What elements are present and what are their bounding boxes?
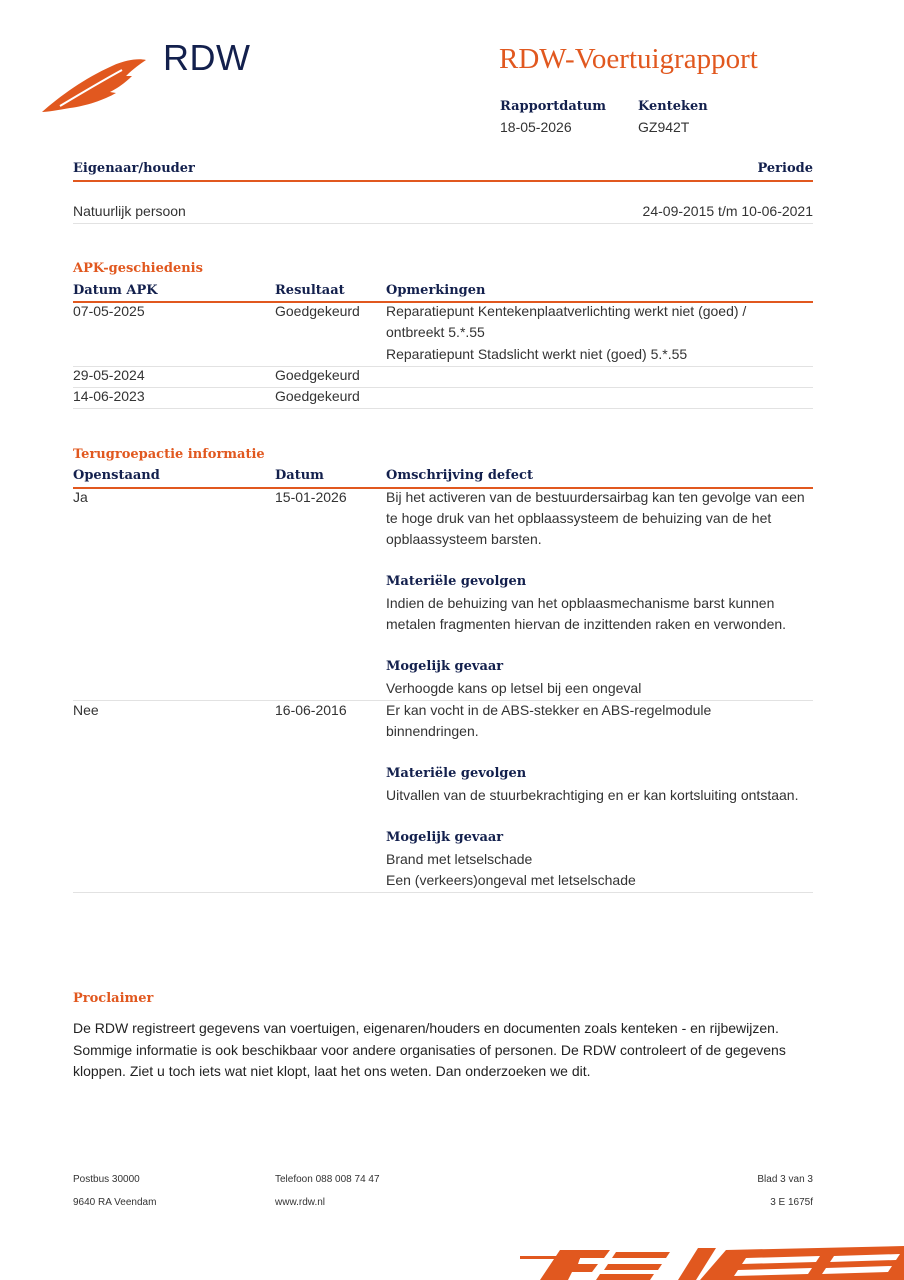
- recall-row-desc: binnendringen.: [386, 723, 479, 739]
- material-consequences-text: Uitvallen van de stuurbekrachtiging en er kan kortsluiting ontstaan.: [386, 787, 799, 803]
- owner-type: Natuurlijk persoon: [73, 203, 186, 219]
- material-consequences-label: Materiële gevolgen: [386, 574, 527, 589]
- footer-city: 9640 RA Veendam: [73, 1197, 157, 1208]
- recall-row-open: Nee: [73, 702, 99, 718]
- decorative-stripes-icon: [520, 1244, 904, 1280]
- proclaimer-title: Proclaimer: [73, 991, 154, 1006]
- apk-col-remarks: Opmerkingen: [386, 283, 486, 298]
- apk-row-result: Goedgekeurd: [275, 303, 360, 319]
- recall-col-desc: Omschrijving defect: [386, 468, 533, 483]
- apk-row-remark: ontbreekt 5.*.55: [386, 324, 485, 340]
- apk-row-date: 29-05-2024: [73, 367, 145, 383]
- material-consequences-label: Materiële gevolgen: [386, 766, 527, 781]
- possible-danger-text: Brand met letselschade: [386, 851, 533, 867]
- recall-row-desc: opblaassysteem barsten.: [386, 531, 542, 547]
- apk-row-remark: Reparatiepunt Stadslicht werkt niet (goed) 5.*.55: [386, 346, 688, 362]
- footer-code: 3 E 1675f: [770, 1197, 813, 1208]
- apk-row-result: Goedgekeurd: [275, 388, 360, 404]
- proclaimer-text: kloppen. Ziet u toch iets wat niet klopt, laat het ons weten. Dan onderzoeken we dit.: [73, 1063, 591, 1079]
- apk-row-date: 14-06-2023: [73, 388, 145, 404]
- proclaimer-text: De RDW registreert gegevens van voertuigen, eigenaren/houders en documenten zoals kenteken - en rijbewijzen.: [73, 1020, 779, 1036]
- recall-col-date: Datum: [275, 468, 324, 483]
- possible-danger-label: Mogelijk gevaar: [386, 659, 504, 674]
- logo-text: RDW: [163, 37, 251, 78]
- material-consequences-text: Indien de behuizing van het opblaasmechanisme barst kunnen: [386, 595, 775, 611]
- recall-title: Terugroepactie informatie: [73, 447, 265, 462]
- material-consequences-text: metalen fragmenten hiervan de inzittenden raken en verwonden.: [386, 616, 787, 632]
- rdw-logo-icon: [40, 56, 150, 116]
- apk-title: APK-geschiedenis: [73, 261, 203, 276]
- recall-row-desc: Er kan vocht in de ABS-stekker en ABS-regelmodule: [386, 702, 712, 718]
- recall-row-date: 16-06-2016: [275, 702, 347, 718]
- footer-page: Blad 3 van 3: [757, 1174, 813, 1185]
- possible-danger-label: Mogelijk gevaar: [386, 830, 504, 845]
- apk-row-divider: [73, 387, 813, 388]
- footer-postbus: Postbus 30000: [73, 1174, 140, 1185]
- apk-row-divider: [73, 408, 813, 409]
- report-date-value: 18-05-2026: [500, 119, 572, 135]
- proclaimer-text: Sommige informatie is ook beschikbaar voor andere organisaties of personen. De RDW controleert of de gegevens: [73, 1042, 786, 1058]
- recall-row-desc: te hoge druk van het opblaassysteem de behuizing van de het: [386, 510, 772, 526]
- apk-row-result: Goedgekeurd: [275, 367, 360, 383]
- possible-danger-text: Verhoogde kans op letsel bij een ongeval: [386, 680, 642, 696]
- apk-col-result: Resultaat: [275, 283, 345, 298]
- owner-rule: [73, 180, 813, 182]
- plate-label: Kenteken: [638, 99, 708, 114]
- footer-web-link[interactable]: www.rdw.nl: [275, 1197, 326, 1208]
- owner-period: 24-09-2015 t/m 10-06-2021: [642, 203, 813, 219]
- apk-row-remark: Reparatiepunt Kentekenplaatverlichting werkt niet (goed) /: [386, 303, 747, 319]
- recall-row-date: 15-01-2026: [275, 489, 347, 505]
- recall-row-open: Ja: [73, 489, 88, 505]
- recall-row-desc: Bij het activeren van de bestuurdersairbag kan ten gevolge van een: [386, 489, 805, 505]
- period-header: Periode: [757, 161, 813, 176]
- apk-col-date: Datum APK: [73, 283, 158, 298]
- apk-row-date: 07-05-2025: [73, 303, 145, 319]
- report-date-label: Rapportdatum: [500, 99, 606, 114]
- recall-row-divider: [73, 892, 813, 893]
- report-title: RDW-Voertuigrapport: [499, 43, 758, 75]
- owner-divider: [73, 223, 813, 224]
- possible-danger-text: Een (verkeers)ongeval met letselschade: [386, 872, 636, 888]
- recall-col-open: Openstaand: [73, 468, 160, 483]
- owner-header: Eigenaar/houder: [73, 161, 195, 176]
- plate-value: GZ942T: [638, 119, 690, 135]
- apk-row-divider: [73, 366, 813, 367]
- footer-phone: Telefoon 088 008 74 47: [275, 1174, 380, 1185]
